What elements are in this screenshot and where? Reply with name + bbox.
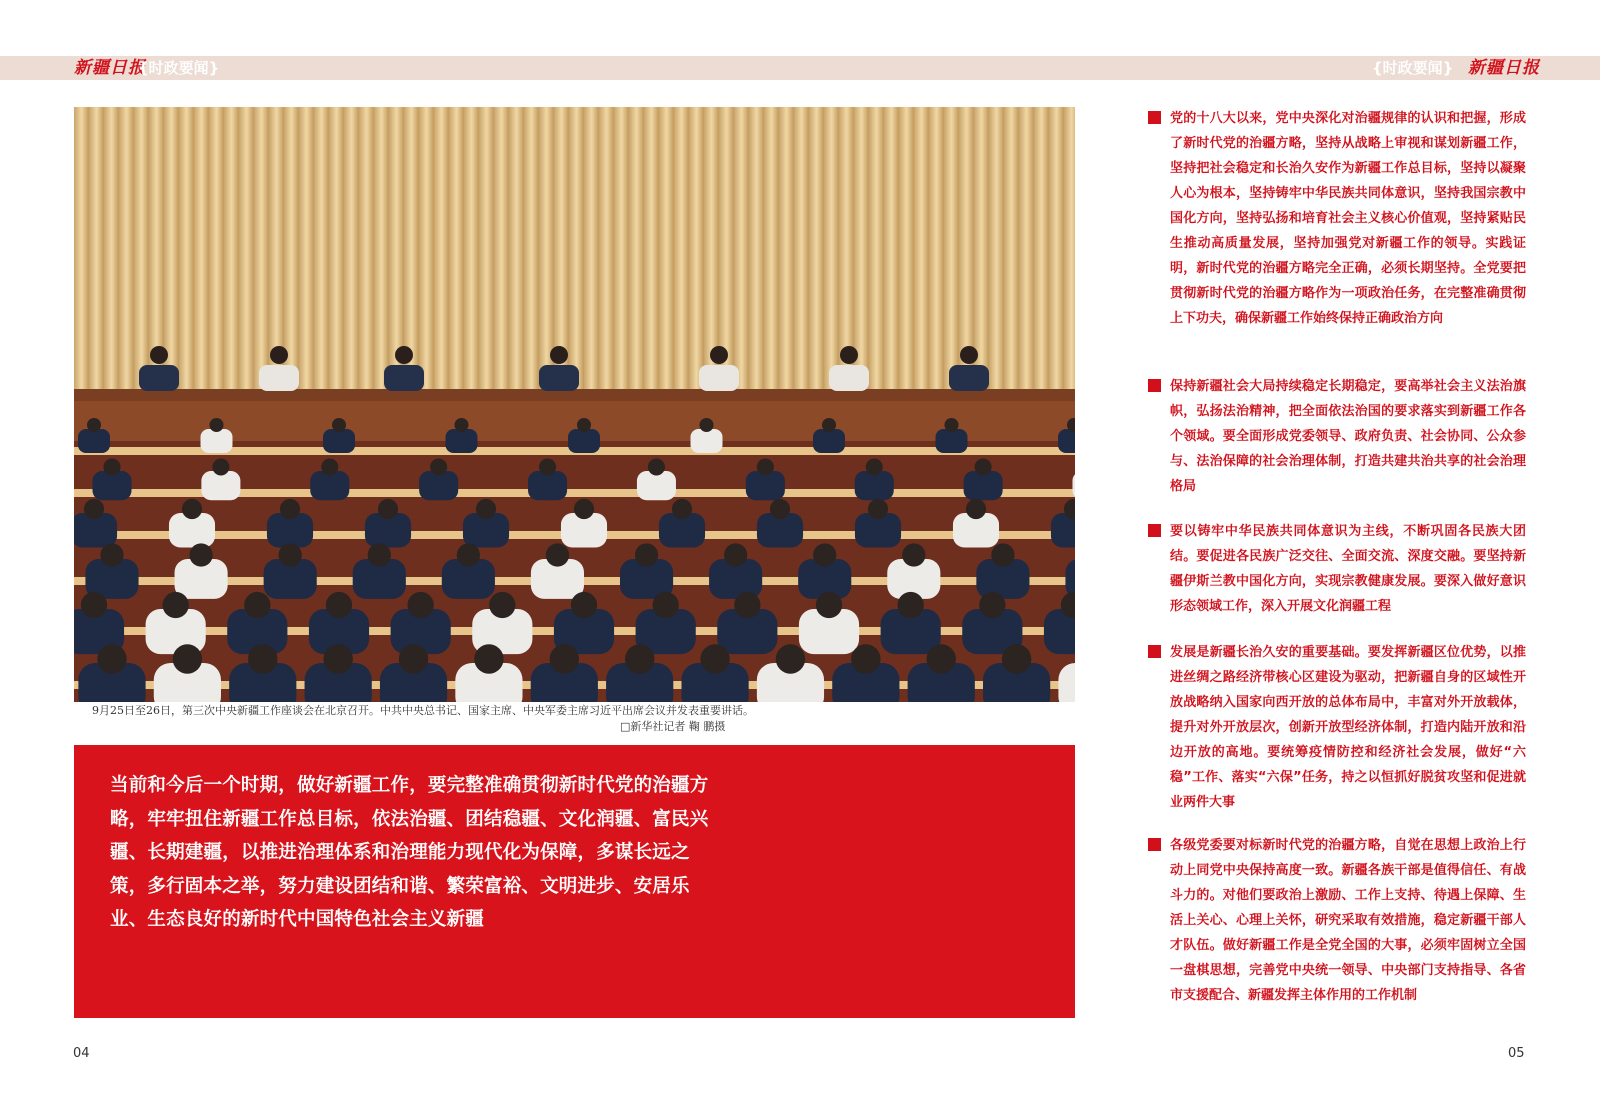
attendee-head-icon [635, 543, 658, 566]
attendee-head-icon [399, 644, 428, 673]
attendee-head-icon [625, 644, 654, 673]
attendee-head-icon [866, 458, 883, 475]
bullet-square-icon [1148, 111, 1161, 124]
attendee-head-icon [577, 418, 591, 432]
attendee-head-icon [408, 592, 434, 618]
attendee-head-icon [457, 543, 480, 566]
callout-text: 当前和今后一个时期，做好新疆工作，要完整准确贯彻新时代党的治疆方略，牢牢扭住新疆工作总目标，依法治疆、团结稳疆、文化润疆、富民兴疆、长期建疆，以推进治理体系和治理能力现代化为保障，多谋长远之策，多行固本之举，努力建设团结和谐、繁荣富裕、文明进步、安居乐业、生态良好的新时代中国特色社会主义新疆 [110, 775, 709, 930]
photo-credit: □新华社记者 鞠 鹏摄 [620, 720, 726, 733]
attendee-head-icon [700, 418, 714, 432]
attendee-head-icon [927, 644, 956, 673]
attendee-head-icon [368, 543, 391, 566]
stage-person-icon [395, 346, 413, 364]
attendee-head-icon [248, 644, 277, 673]
attendee-body [323, 429, 355, 453]
attendee-head-icon [189, 543, 212, 566]
stage-person-icon [960, 346, 978, 364]
attendee-head-icon [280, 499, 300, 519]
attendee-head-icon [474, 644, 503, 673]
attendee-head-icon [816, 592, 842, 618]
attendee-head-icon [550, 644, 579, 673]
attendee-head-icon [700, 644, 729, 673]
attendee-head-icon [979, 592, 1005, 618]
masthead-logo-left: 新疆日报 [74, 58, 146, 78]
bullet-square-icon [1148, 645, 1161, 658]
stage-person-body [699, 365, 739, 391]
stage-person-icon [710, 346, 728, 364]
attendee-head-icon [321, 458, 338, 475]
attendee-head-icon [672, 499, 692, 519]
attendee-head-icon [776, 644, 805, 673]
attendee-head-icon [724, 543, 747, 566]
attendee-head-icon [323, 644, 352, 673]
stage-person-icon [270, 346, 288, 364]
attendee-head-icon [822, 418, 836, 432]
attendee-body [936, 429, 968, 453]
attendee-head-icon [163, 592, 189, 618]
key-point-text: 保持新疆社会大局持续稳定长期稳定，要高举社会主义法治旗帜，弘扬法治精神，把全面依法治国的要求落实到新疆工作各个领域。要全面形成党委领导、政府负责、社会协同、公众参与、法治保障的社会治理体制，打造共建共治共享的社会治理格局 [1170, 379, 1526, 494]
meeting-photo [74, 107, 1075, 702]
attendee-head-icon [332, 418, 346, 432]
attendee-head-icon [212, 458, 229, 475]
attendee-body [446, 429, 478, 453]
attendee-head-icon [868, 499, 888, 519]
stage-person-icon [550, 346, 568, 364]
attendee-head-icon [210, 418, 224, 432]
key-point-text: 发展是新疆长治久安的重要基础。要发挥新疆区位优势，以推进丝绸之路经济带核心区建设为驱动，把新疆自身的区域性开放战略纳入国家向西开放的总体布局中，丰富对外开放载体，提升对外开放层次，创新开放型经济体制，打造内陆开放和沿边开放的高地。要统筹疫情防控和经济社会发展，做好“六稳”工作、落实“六保”任务，持之以恒抓好脱贫攻坚和促进就业两件大事 [1170, 645, 1526, 810]
attendee-head-icon [902, 543, 925, 566]
page-number-left: 04 [73, 1046, 90, 1061]
stage-person-body [949, 365, 989, 391]
page-number-right: 05 [1508, 1046, 1525, 1061]
bullet-square-icon [1148, 379, 1161, 392]
header-band [0, 56, 1600, 80]
attendee-head-icon [378, 499, 398, 519]
attendee-head-icon [84, 499, 104, 519]
photo-caption: 9月25日至26日，第三次中央新疆工作座谈会在北京召开。中共中央总书记、国家主席、中央军委主席习近平出席会议并发表重要讲话。 [92, 704, 754, 717]
attendee-head-icon [430, 458, 447, 475]
attendee-body [1058, 429, 1075, 453]
attendee-head-icon [100, 543, 123, 566]
attendee-body [568, 429, 600, 453]
attendee-head-icon [97, 644, 126, 673]
attendee-head-icon [945, 418, 959, 432]
key-point-text: 党的十八大以来，党中央深化对治疆规律的认识和把握，形成了新时代党的治疆方略，坚持从战略上审视和谋划新疆工作，坚持把社会稳定和长治久安作为新疆工作总目标，坚持以凝聚人心为根本，坚持铸牢中华民族共同体意识，坚持我国宗教中国化方向，坚持弘扬和培育社会主义核心价值观，坚持紧贴民生推动高质量发展，坚持加强党对新疆工作的领导。实践证明，新时代党的治疆方略完全正确，必须长期坚持。全党要把贯彻新时代党的治疆方略作为一项政治任务，在完整准确贯彻上下功夫，确保新疆工作始终保持正确政治方向 [1170, 111, 1526, 326]
stage-person-body [829, 365, 869, 391]
attendee-head-icon [648, 458, 665, 475]
bullet-square-icon [1148, 838, 1161, 851]
stage-person-body [139, 365, 179, 391]
stage-person-body [539, 365, 579, 391]
attendee-body [201, 429, 233, 453]
masthead-logo-right: 新疆日报 [1468, 58, 1540, 78]
stage-person-body [384, 365, 424, 391]
attendee-head-icon [898, 592, 924, 618]
attendee-head-icon [546, 543, 569, 566]
attendee-head-icon [571, 592, 597, 618]
attendee-head-icon [966, 499, 986, 519]
attendee-head-icon [455, 418, 469, 432]
attendee-head-icon [770, 499, 790, 519]
attendee-body [813, 429, 845, 453]
attendee-head-icon [279, 543, 302, 566]
attendee-head-icon [489, 592, 515, 618]
attendee-body [691, 429, 723, 453]
callout-box [74, 745, 1075, 1018]
attendee-head-icon [326, 592, 352, 618]
key-point-text: 各级党委要对标新时代党的治疆方略，自觉在思想上政治上行动上同党中央保持高度一致。新疆各族干部是值得信任、有战斗力的。对他们要政治上激励、工作上支持、待遇上保障、生活上关心、心理上关怀，研究采取有效措施，稳定新疆干部人才队伍。做好新疆工作是全党全国的大事，必须牢固树立全国一盘棋思想，完善党中央统一领导、中央部门支持指导、各省市支援配合、新疆发挥主体作用的工作机制 [1170, 838, 1526, 1003]
attendee-head-icon [653, 592, 679, 618]
attendee-head-icon [813, 543, 836, 566]
stage-person-icon [150, 346, 168, 364]
attendee-head-icon [87, 418, 101, 432]
attendee-head-icon [734, 592, 760, 618]
attendee-head-icon [173, 644, 202, 673]
attendee-head-icon [182, 499, 202, 519]
stage-person-body [259, 365, 299, 391]
attendee-head-icon [244, 592, 270, 618]
key-point-text: 要以铸牢中华民族共同体意识为主线，不断巩固各民族大团结。要促进各民族广泛交往、全面交流、深度交融。要坚持新疆伊斯兰教中国化方向，实现宗教健康发展。要深入做好意识形态领域工作，深入开展文化润疆工程 [1170, 524, 1526, 614]
section-label-right: {时政要闻} [1372, 59, 1454, 77]
bullet-square-icon [1148, 524, 1161, 537]
attendee-head-icon [103, 458, 120, 475]
attendee-head-icon [975, 458, 992, 475]
stage-person-icon [840, 346, 858, 364]
attendee-head-icon [476, 499, 496, 519]
attendee-head-icon [757, 458, 774, 475]
attendee-head-icon [539, 458, 556, 475]
attendee-head-icon [1002, 644, 1031, 673]
section-label-left: {时政要闻} [138, 59, 220, 77]
attendee-body [78, 429, 110, 453]
attendee-head-icon [574, 499, 594, 519]
attendee-head-icon [851, 644, 880, 673]
attendee-head-icon [81, 592, 107, 618]
attendee-head-icon [991, 543, 1014, 566]
